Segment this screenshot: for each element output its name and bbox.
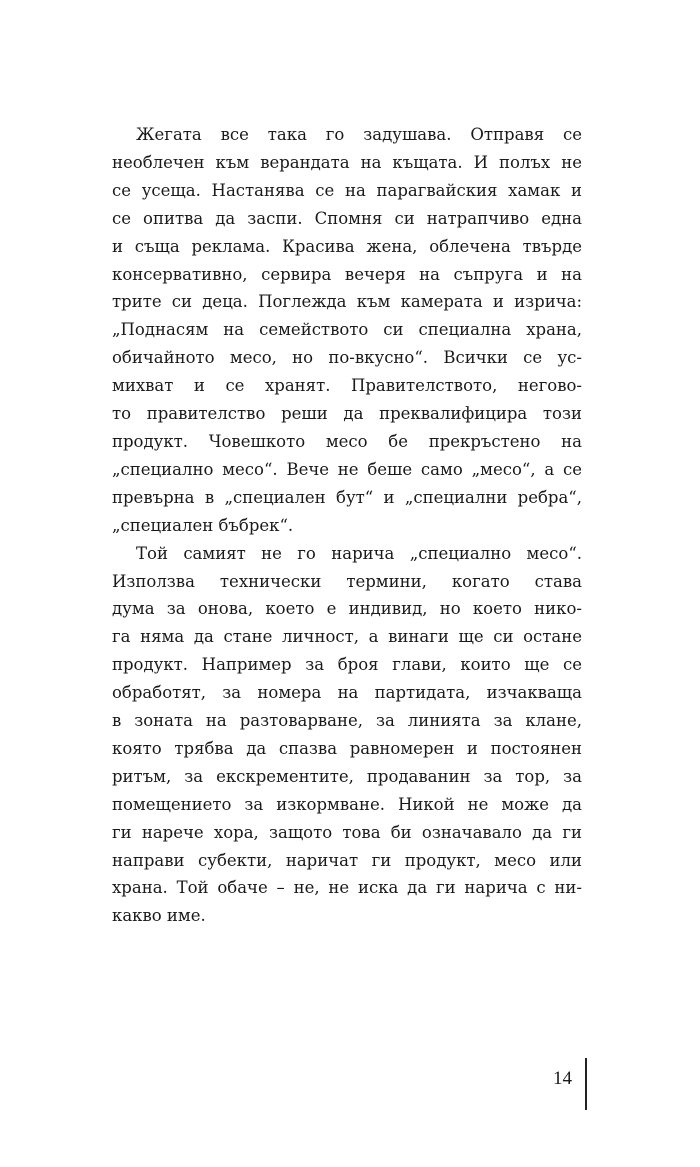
- text-line: то правителство реши да преквалифицира този: [112, 404, 582, 424]
- text-line: Използва технически термини, когато става: [112, 571, 582, 591]
- text-line: „специален бъбрек“.: [112, 515, 294, 535]
- text-line: ритъм, за екскрементите, продаванин за тор, за: [112, 766, 582, 786]
- text-line: какво име.: [112, 906, 206, 926]
- text-line: и съща реклама. Красива жена, облечена твърде: [112, 236, 582, 256]
- text-line: „специално месо“. Вече не беше само „месо“, а се: [112, 459, 582, 479]
- text-line: се усеща. Настанява се на парагвайския хамак и: [112, 180, 582, 200]
- text-line: михват и се хранят. Правителството, негово-: [112, 376, 582, 396]
- paragraph: [112, 540, 582, 931]
- paragraph: [112, 121, 582, 540]
- text-line: продукт. Например за броя глави, които ще се: [112, 655, 582, 675]
- text-line: продукт. Човешкото месо бе прекръстено на: [112, 431, 582, 451]
- text-line: „Поднасям на семейството си специална храна,: [112, 320, 582, 340]
- text-line: в зоната на разтоварване, за линията за клане,: [112, 711, 582, 731]
- text-line: га няма да стане личност, а винаги ще си остане: [112, 627, 582, 647]
- body-text: [112, 121, 582, 930]
- text-line: необлечен към верандата на къщата. И полъх не: [112, 152, 582, 172]
- text-line: се опитва да заспи. Спомня си натрапчиво една: [112, 208, 582, 228]
- page-number: 14: [553, 1068, 572, 1089]
- text-line: обичайното месо, но по-вкусно“. Всички се ус-: [112, 348, 582, 368]
- text-line: трите си деца. Поглежда към камерата и изрича:: [112, 292, 582, 312]
- text-line: която трябва да спазва равномерен и постоянен: [112, 738, 582, 758]
- text-line: консервативно, сервира вечеря на съпруга и на: [112, 264, 582, 284]
- text-line: помещението за изкормване. Никой не може да: [112, 794, 582, 814]
- text-line: Жегата все така го задушава. Отправя се: [136, 125, 582, 144]
- page-number-rule: [585, 1058, 587, 1110]
- text-line: направи субекти, наричат ги продукт, месо или: [112, 850, 582, 870]
- text-line: храна. Той обаче – не, не иска да ги нарича с ни-: [112, 878, 582, 898]
- text-line: Той самият не го нарича „специално месо“.: [136, 543, 582, 563]
- text-line: дума за онова, което е индивид, но което нико-: [112, 599, 582, 619]
- text-line: ги нарече хора, защото това би означавало да ги: [112, 822, 582, 842]
- page-footer: [553, 1062, 613, 1102]
- text-line: превърна в „специален бут“ и „специални ребра“,: [112, 487, 582, 507]
- text-line: обработят, за номера на партидата, изчакваща: [112, 683, 582, 703]
